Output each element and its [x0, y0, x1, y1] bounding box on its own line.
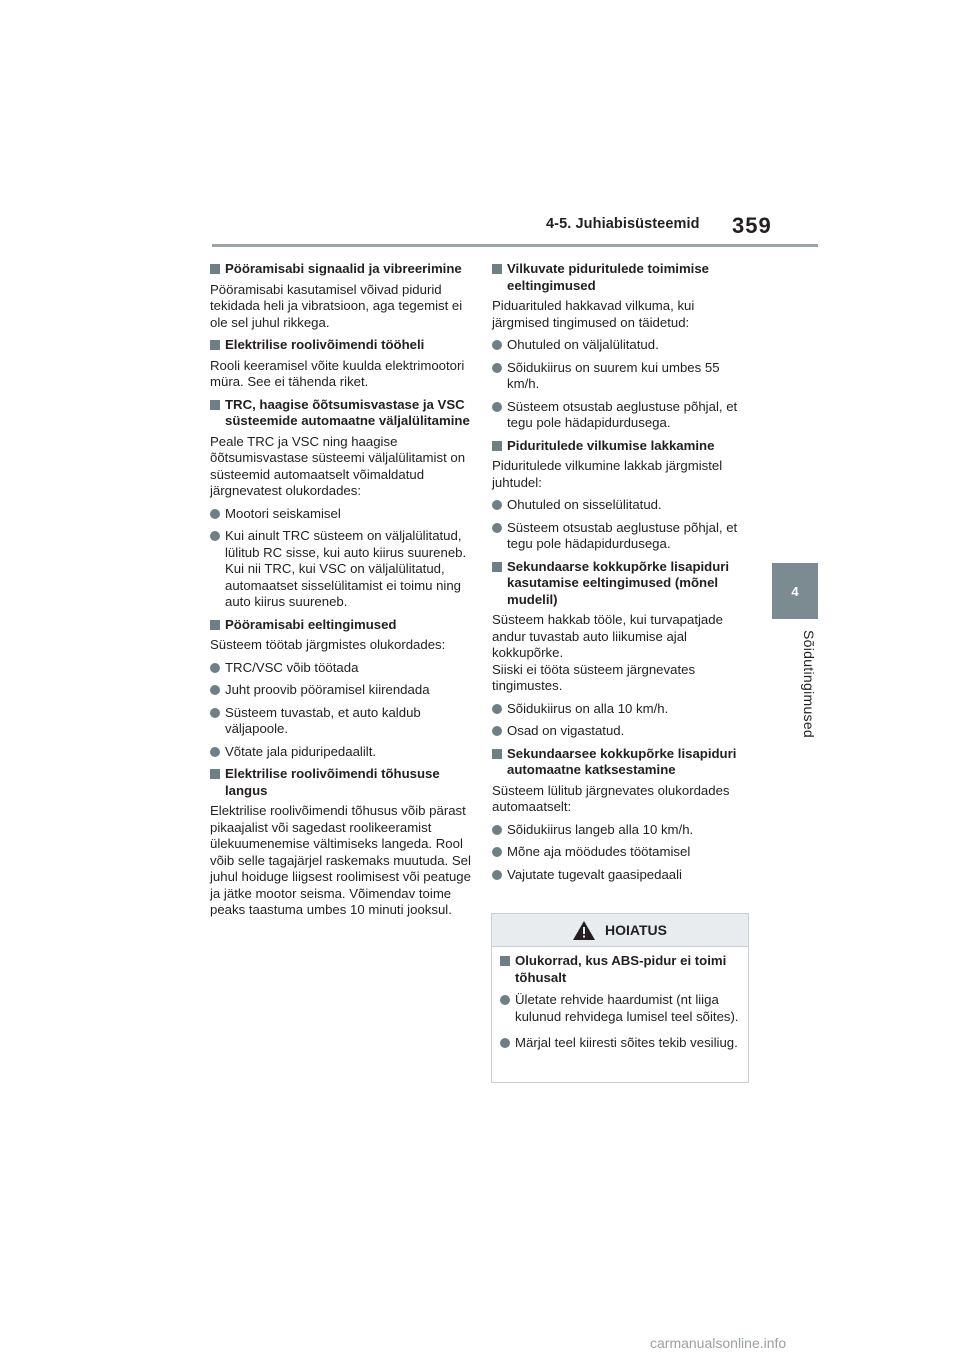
list-item: Ohutuled on sisselülitatud. [492, 497, 754, 514]
round-bullet-icon [492, 500, 502, 510]
chapter-number: 4 [791, 583, 799, 599]
round-bullet-icon [210, 685, 220, 695]
list-item: TRC/VSC võib töötada [210, 660, 472, 677]
list-item: Juht proovib pööramisel kiirendada [210, 682, 472, 699]
paragraph: Süsteem lülitub järgnevates olukordades automaatselt: [492, 782, 730, 814]
warning-triangle-icon [573, 921, 595, 940]
list-item: Vajutate tugevalt gaasipedaali [492, 867, 754, 884]
square-bullet-icon [210, 769, 220, 779]
round-bullet-icon [492, 340, 502, 350]
list-item: Ohutuled on väljalülitatud. [492, 337, 754, 354]
round-bullet-icon [492, 726, 502, 736]
watermark: carmanualsonline.info [650, 1335, 787, 1351]
warning-body [492, 947, 748, 1052]
round-bullet-icon [492, 825, 502, 835]
page-number: 359 [732, 213, 772, 238]
paragraph: Pööramisabi kasutamisel võivad pidurid tekidada heli ja vibratsioon, aga tegemist ei ole sel juhul rikkega. [210, 281, 463, 330]
paragraph: Süsteem hakkab tööle, kui turvapatjade andur tuvastab auto liikumise ajal kokkupõrke. Siiski ei tööta süsteem järgnevates tingimustes. [492, 612, 723, 693]
round-bullet-icon [210, 708, 220, 718]
round-bullet-icon [492, 704, 502, 714]
paragraph: Piduarituled hakkavad vilkuma, kui järgmised tingimused on täidetud: [492, 298, 695, 330]
chapter-tab [772, 563, 818, 619]
list-item: Süsteem otsustab aeglustuse põhjal, et tegu pole hädapidurdusega. [492, 399, 754, 432]
list-item: Sõidukiirus on suurem kui umbes 55 km/h. [492, 360, 754, 393]
warning-title: HOIATUS [605, 921, 667, 938]
list-item: Mõne aja möödudes töötamisel [492, 844, 754, 861]
round-bullet-icon [492, 402, 502, 412]
section-heading: Piduritulede vilkumise lakkamine [492, 438, 754, 455]
section-heading: Vilkuvate piduritulede toimimise eeltingimused [492, 261, 754, 294]
list-item: Märjal teel kiiresti sõites tekib vesiliug. [500, 1035, 740, 1052]
list-item: Süsteem otsustab aeglustuse põhjal, et tegu pole hädapidurdusega. [492, 520, 754, 553]
round-bullet-icon [210, 531, 220, 541]
list-item: Sõidukiirus on alla 10 km/h. [492, 701, 754, 718]
section-heading: TRC, haagise õõtsumisvastase ja VSC süsteemide automaatne väljalülitamine [210, 397, 472, 430]
list-item: Kui ainult TRC süsteem on väljalülitatud, lülitub RC sisse, kui auto kiirus suureneb. Kui nii TRC, kui VSC on väljalülitatud, automaatset sisselülitamist ei toimu ning auto kiirus suureneb. [210, 528, 472, 611]
round-bullet-icon [492, 870, 502, 880]
round-bullet-icon [500, 995, 510, 1005]
paragraph: Elektrilise roolivõimendi tõhusus võib pärast pikaajalist või sagedast roolikeeramist ülekuumenemise vältimiseks langeda. Rool võib selle tagajärjel raskemaks muutuda. Sel juhul hoiduge liigsest roolimisest või peatuge ja jätke mootor seisma. Võimendav toime peaks taastuma umbes 10 minuti jooksul. [210, 803, 471, 917]
list-item: Osad on vigastatud. [492, 723, 754, 740]
square-bullet-icon [492, 441, 502, 451]
list-item: Mootori seiskamisel [210, 506, 472, 523]
header-divider [212, 244, 818, 247]
square-bullet-icon [492, 562, 502, 572]
paragraph: Rooli keeramisel võite kuulda elektrimootori müra. See ei tähenda riket. [210, 357, 465, 389]
section-heading: Pööramisabi eeltingimused [210, 617, 472, 634]
round-bullet-icon [492, 363, 502, 373]
square-bullet-icon [500, 956, 510, 966]
round-bullet-icon [500, 1038, 510, 1048]
section-heading: Olukorrad, kus ABS-pidur ei toimi tõhusalt [500, 953, 740, 986]
section-heading: Elektrilise roolivõimendi tõhususe langus [210, 766, 472, 799]
section-title: 4-5. Juhiabisüsteemid [546, 216, 700, 232]
square-bullet-icon [492, 749, 502, 759]
chapter-label: Sõidutingimused [801, 630, 817, 739]
section-heading: Elektrilise roolivõimendi tööheli [210, 337, 472, 354]
left-column [210, 255, 472, 925]
list-item: Sõidukiirus langeb alla 10 km/h. [492, 822, 754, 839]
round-bullet-icon [210, 747, 220, 757]
paragraph: Süsteem töötab järgmistes olukordades: [210, 637, 446, 652]
square-bullet-icon [210, 264, 220, 274]
square-bullet-icon [210, 400, 220, 410]
list-item: Võtate jala piduripedaalilt. [210, 744, 472, 761]
list-item: Ületate rehvide haardumist (nt liiga kulunud rehvidega lumisel teel sõites). [500, 992, 740, 1025]
list-item: Süsteem tuvastab, et auto kaldub väljapoole. [210, 705, 472, 738]
square-bullet-icon [210, 340, 220, 350]
right-column [492, 255, 754, 889]
round-bullet-icon [210, 509, 220, 519]
section-heading: Sekundaarse kokkupõrke lisapiduri kasutamise eeltingimused (mõnel mudelil) [492, 559, 754, 609]
section-heading: Sekundaarsee kokkupõrke lisapiduri automaatne katksestamine [492, 746, 754, 779]
round-bullet-icon [492, 523, 502, 533]
section-heading: Pööramisabi signaalid ja vibreerimine [210, 261, 472, 278]
paragraph: Peale TRC ja VSC ning haagise õõtsumisvastase süsteemi väljalülitamist on süsteemid automaatselt võimaldatud järgnevatest olukordades: [210, 433, 466, 498]
paragraph: Piduritulede vilkumine lakkab järgmistel juhtudel: [492, 458, 723, 490]
warning-box [491, 913, 749, 1083]
warning-header [492, 914, 748, 947]
round-bullet-icon [210, 663, 220, 673]
square-bullet-icon [210, 620, 220, 630]
square-bullet-icon [492, 264, 502, 274]
round-bullet-icon [492, 847, 502, 857]
